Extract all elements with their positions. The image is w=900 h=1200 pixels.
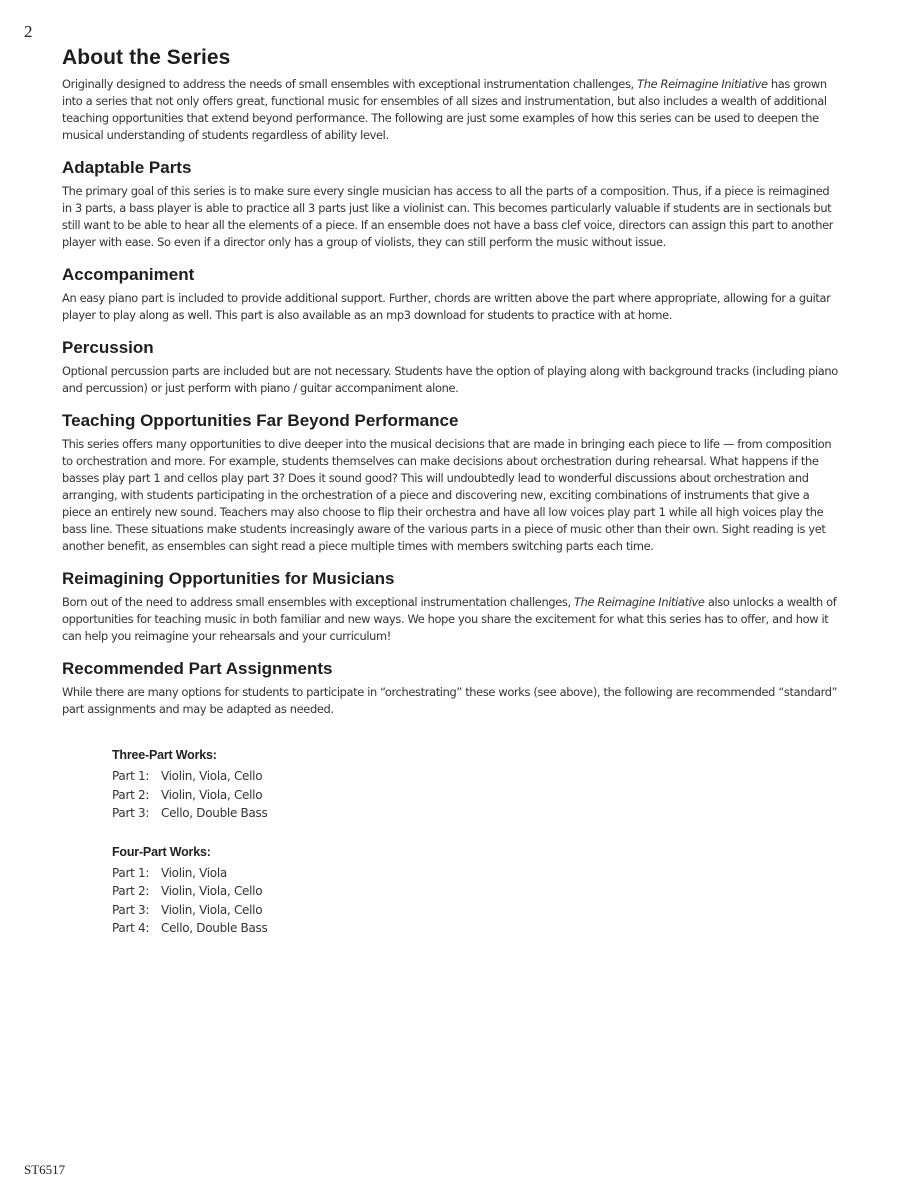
section-heading: Reimagining Opportunities for Musicians	[62, 569, 395, 588]
section-about-the-series	[62, 46, 840, 144]
section-heading: Recommended Part Assignments	[62, 659, 333, 678]
part-instruments: Violin, Viola	[161, 865, 227, 880]
part-instruments: Cello, Double Bass	[161, 921, 268, 935]
page-title: About the Series	[62, 46, 231, 69]
section-heading: Percussion	[62, 338, 154, 357]
part-label: Part 1:	[112, 865, 150, 880]
part-label: Part 2:	[112, 787, 150, 802]
reimagining-body-start: Born out of the need to address small ensembles with exceptional instrumentation challenges,	[62, 595, 574, 609]
page-number: 2	[24, 22, 33, 41]
catalog-code: ST6517	[24, 1162, 66, 1177]
about-body	[62, 76, 840, 144]
section-body: While there are many options for students to participate in “orchestrating” these works (see above), the following are recommended “standard” part assignments and may be adapted as needed.	[62, 685, 838, 716]
part-row	[112, 882, 840, 901]
part-instruments: Violin, Viola, Cello	[161, 884, 263, 898]
section-body	[62, 594, 840, 645]
part-instruments: Violin, Viola, Cello	[161, 787, 263, 802]
part-row	[112, 864, 840, 883]
part-row	[112, 786, 840, 805]
four-part-works	[112, 845, 840, 938]
three-part-works	[112, 748, 840, 823]
series-title-italic: The Reimagine Initiative	[574, 595, 705, 609]
part-instruments: Cello, Double Bass	[161, 806, 268, 820]
group-title: Four-Part Works:	[112, 844, 211, 859]
part-label: Part 3:	[112, 806, 150, 820]
section-body: An easy piano part is included to provide additional support. Further, chords are written above the part where appropriate, allowing for a guitar player to play along as well. This part is also available as an mp3 download for students to practice with at home.	[62, 291, 831, 322]
section-teaching-opportunities	[62, 411, 840, 555]
group-title: Three-Part Works:	[112, 748, 217, 762]
part-row	[112, 804, 840, 823]
section-heading: Adaptable Parts	[62, 158, 192, 177]
section-heading: Teaching Opportunities Far Beyond Performance	[62, 411, 459, 430]
page-content	[62, 46, 840, 960]
part-instruments: Violin, Viola, Cello	[161, 902, 263, 917]
series-title-italic: The Reimagine Initiative	[637, 77, 768, 91]
section-body: This series offers many opportunities to dive deeper into the musical decisions that are made in bringing each piece to life — from composition to orchestration and more. For example, students themselves can make decisions about orchestration during rehearsal. What happens if the basses play part 1 and cellos play part 3? Does it sound good? This will undoubtedly lead to wonderful discussions about orchestration and arranging, with students participating in the orchestration of a piece and discovering new, exciting combinations of instruments that give a piece an entirely new sound. Teachers may also choose to flip their orchestra and have all low voices play part 1 while all high voices play the bass line. These situations make students increasingly aware of the various parts in a piece of music other than their own. Sight reading is yet another benefit, as ensembles can sight read a piece multiple times with members switching parts each time.	[62, 437, 832, 553]
part-label: Part 4:	[112, 921, 150, 935]
section-recommended-part-assignments	[62, 659, 840, 718]
part-instruments: Violin, Viola, Cello	[161, 769, 263, 783]
part-label: Part 3:	[112, 902, 150, 917]
part-row	[112, 767, 840, 786]
section-adaptable-parts	[62, 158, 840, 251]
about-body-end: has grown into a series that not only offers great, functional music for ensembles of all sizes and instrumentation, but also includes a wealth of additional teaching opportunities that extend beyond performance. The following are just some examples of how this series can be used to deepen the musical understanding of students regardless of ability level.	[62, 77, 827, 142]
section-heading: Accompaniment	[62, 265, 195, 284]
reimagining-body-end: also unlocks a wealth of opportunities for teaching music in both familiar and new ways. We hope you share the excitement for what this series has to offer, and how it can help you reimagine your rehearsals and your curriculum!	[62, 595, 837, 643]
part-row	[112, 901, 840, 920]
part-label: Part 1:	[112, 769, 150, 783]
section-reimagining-opportunities	[62, 569, 840, 645]
section-percussion	[62, 338, 840, 397]
part-row	[112, 919, 840, 938]
part-label: Part 2:	[112, 884, 150, 898]
section-accompaniment	[62, 265, 840, 324]
part-assignments	[112, 748, 840, 938]
about-body-start: Originally designed to address the needs of small ensembles with exceptional instrumentation challenges,	[62, 77, 638, 91]
section-body: Optional percussion parts are included but are not necessary. Students have the option of playing along with background tracks (including piano and percussion) or just perform with piano / guitar accompaniment alone.	[62, 364, 838, 395]
section-body: The primary goal of this series is to make sure every single musician has access to all the parts of a composition. Thus, if a piece is reimagined in 3 parts, a bass player is able to practice all 3 parts just like a violinist can. This becomes particularly valuable if students are in sectionals but still want to be able to hear all the elements of a piece. If an ensemble does not have a bass clef voice, directors can assign this part to another player with ease. So even if a director only has a group of violists, they can still perform the music without issue.	[62, 184, 834, 249]
